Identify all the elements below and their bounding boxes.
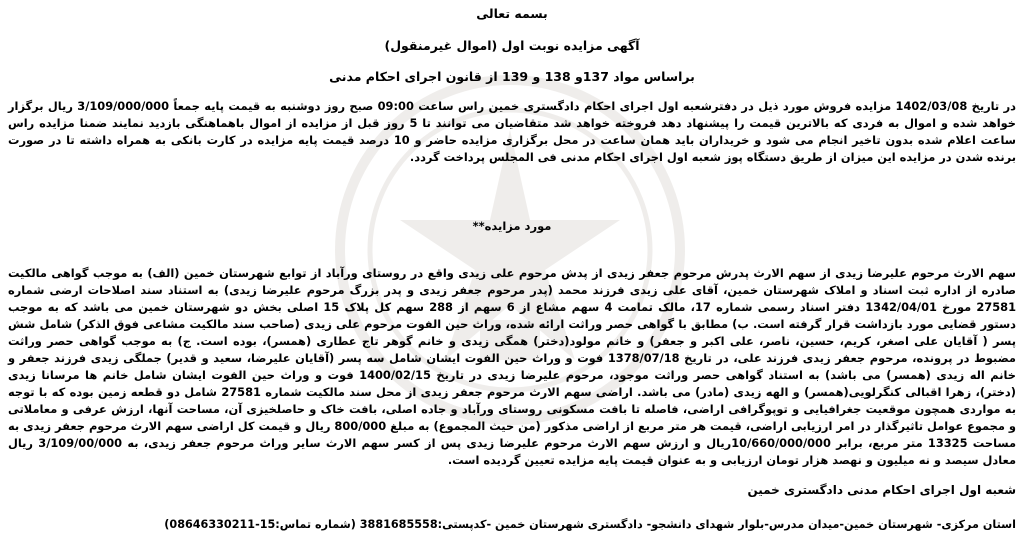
footer-address: استان مرکزی- شهرستان خمین-میدان مدرس-بلوار شهدای دانشجو- دادگستری شهرستان خمین -کدپستی:3881685558 (شماره تماس:15-08646330211) [164,518,1016,531]
bismillah-heading: بسمه تعالی [476,6,548,21]
auction-item-description: سهم الارث مرحوم علیرضا زیدی از سهم الارث پدرش مرحوم جعفر زیدی از پدش مرحوم علی زیدی واقع در روستای ورآباد از توابع شهرستان خمین (الف) به موجب گواهی مالکیت صادره از اداره ثبت اسناد و املاک شهرستان خمین، آقای علی زیدی فرزند محمد (پدر مرحوم جعفر زیدی و پدر بزرگ مرحوم علیرضا زیدی) به استناد سند اصلاحات ارضی شماره 27581 مورخ 1342/04/01 دفتر اسناد رسمی شماره 17، مالک تمامت 4 سهم مشاع از 6 سهم از 288 سهم کل پلاک 15 اصلی بخش دو شهرستان خمین می باشد که به موجب دستور قضایی مورد بازداشت قرار گرفته است. ب) مطابق با گواهی حصر وراثت ارائه شده، وراث حین الفوت مرحوم علی زیدی (صاحب سند مالکیت مشاعی فوق الذکر) شامل شش پسر ( آقایان علی اصغر، کریم، حسین، ناصر، علی اکبر و جعفر) و خانم مولود(دختر) همگی زیدی و خانم گوهر تاج عطاری (همسر)، بوده است. ج) به موجب گواهی حصر وراثت مضبوط در پرونده، مرحوم جعفر زیدی فرزند علی، در تاریخ 1378/07/18 فوت و وراث حین الفوت ایشان شامل سه پسر (آقایان علیرضا، سعید و قدیر) جملگی زیدی فرزند جعفر و خانم اله زیدی (همسر) می باشد) به استناد گواهی حصر وراثت موجود، مرحوم علیرضا زیدی در تاریخ 1400/02/15 فوت و وراث حین الفوت ایشان شامل خانم ها مرسانا زیدی (دختر)، زهرا اقبالی کنگرلویی(همسر) و الهه زیدی (مادر) می باشد. اراضی سهم الارث مرحوم جعفر زیدی از محل سند مالکیت شماره 27581 شامل دو قطعه زمین بوده که با توجه به مواردی همچون موقعیت جغرافیایی و توپوگرافی اراضی، فاصله تا بافت مسکونی روستای ورآباد و جاده اصلی، بافت خاک و حاصلخیزی آن، مساحت آنها، ارزش عرفی و معاملاتی و مجموع عوامل تاثیرگذار در امر ارزیابی اراضی، قیمت هر متر مربع از اراضی مذکور (من حیث المجموع) به مبلغ 800/000 ریال و قیمت کل اراضی سهم الارث مرحوم جعفر زیدی به مساحت 13325 متر مربع، برابر 10/660/000/000ریال و ارزش سهم الارث مرحوم علیرضا زیدی پس از کسر سهم الارث سایر وراث مرحوم جعفر زیدی، به 3/109/00/000 ریال معادل سیصد و نه میلیون و نهصد هزار تومان ارزیابی و به عنوان قیمت پایه مزایده تعیین گردیده است. [8,266,1017,467]
legal-basis-line: براساس مواد 137و 138 و 139 از قانون اجرای احکام مدنی [329,69,695,84]
issuer-signature: شعبه اول اجرای احکام مدنی دادگستری خمین [747,483,1016,497]
auction-item-title: مورد مزایده** [472,219,552,233]
intro-paragraph: در تاریخ 1402/03/08 مزایده فروش مورد ذیل در دفترشعبه اول اجرای احکام دادگستری خمین راس ساعت 09:00 صبح روز دوشنبه به قیمت پایه جمعاً 3/109/000/000 ریال برگزار خواهد شده و اموال به فردی که بالاترین قیمت را پیشنهاد دهد فروخته خواهد شد متقاضیان می توانند تا 5 روز قبل از مزایده از اموال باهماهنگی بازدید نمایند ضمنا مزایده راس ساعت اعلام شده بدون تاخیر انجام می شود و خریداران باید همان ساعت در محل برگزاری مزایده حاضر و 10 درصد قیمت پایه مزایده در کارت بانکی به همراه داشته تا در صورت برنده شدن در مزایده این میزان از طریق دستگاه پوز شعبه اول اجرای احکام مدنی فی المجلس پرداخت گردد. [8,99,1017,164]
notice-title: آگهی مزایده نوبت اول (اموال غیرمنقول) [384,38,640,53]
